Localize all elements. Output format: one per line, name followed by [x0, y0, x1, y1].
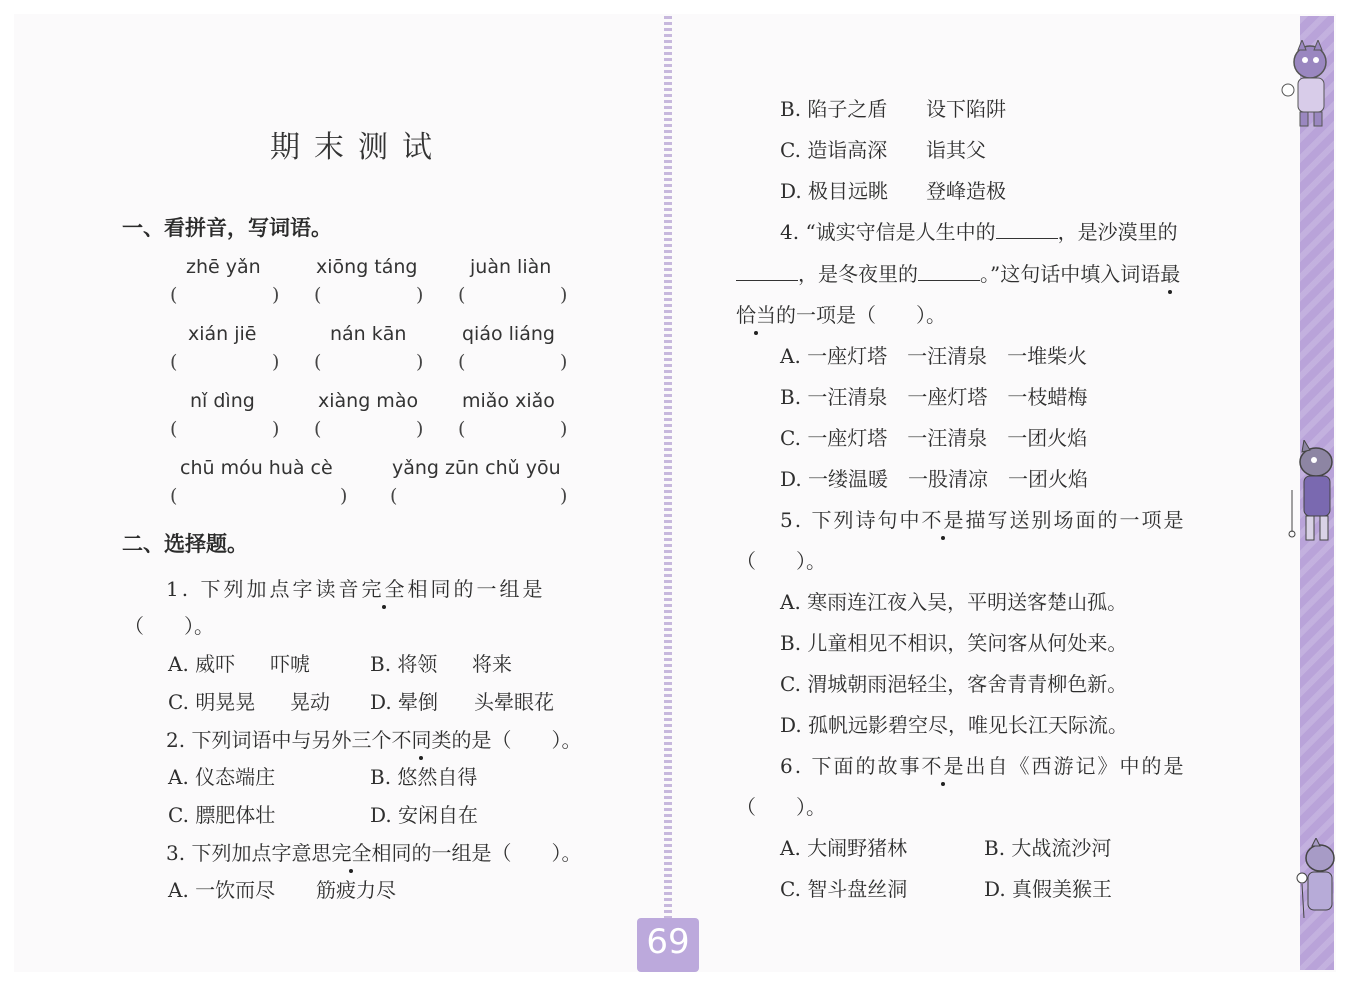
fox-mascot-icon: [1290, 838, 1338, 934]
section2-heading: 二、选择题。: [122, 532, 248, 556]
q5-option-c: C. 渭城朝雨浥轻尘，客舍青青柳色新。: [780, 672, 1128, 696]
pinyin-1: zhē yǎn: [186, 256, 261, 278]
fill-blank-1[interactable]: [996, 220, 1058, 239]
q1-option-c: C. 明晃晃: [168, 690, 256, 714]
q6-option-c: C. 智斗盘丝洞: [780, 877, 908, 901]
pinyin-3: juàn liàn: [470, 256, 552, 278]
q3-option-a-b: 筋疲力尽: [316, 878, 396, 902]
wolf-mascot-icon: [1284, 440, 1338, 550]
question-1-stem: 1. 下列加点字读音完全相同的一组是: [166, 573, 545, 602]
q4-option-b: B. 一汪清泉 一座灯塔 一枝蜡梅: [780, 385, 1088, 409]
fill-blank-2[interactable]: [736, 262, 798, 281]
q3-option-c-b: 诣其父: [926, 138, 986, 162]
q1-option-d: D. 晕倒: [370, 690, 439, 714]
question-6-answer-paren: （ ）。: [736, 795, 826, 819]
q1-option-a-b: 吓唬: [270, 652, 310, 676]
pinyin-6: qiáo liáng: [462, 323, 555, 345]
question-4-line2: ，是冬夜里的 。”这句话中填入词语最: [736, 258, 1180, 287]
q3-option-d: D. 极目远眺: [780, 179, 889, 203]
q6-option-a: A. 大闹野猪林: [780, 836, 908, 860]
page-title: 期末测试: [270, 130, 446, 165]
question-5-stem: 5. 下列诗句中不是描写送别场面的一项是: [780, 504, 1185, 533]
q4-option-c: C. 一座灯塔 一汪清泉 一团火焰: [780, 426, 1088, 450]
q3-option-b-b: 设下陷阱: [926, 97, 1006, 121]
q1-option-c-b: 晃动: [290, 690, 330, 714]
pinyin-7: nǐ dìng: [190, 390, 255, 412]
page-number: 69: [646, 922, 690, 962]
q2-option-b: B. 悠然自得: [370, 765, 478, 789]
question-3-stem: 3. 下列加点字意思完全相同的一组是（ ）。: [166, 837, 581, 866]
q6-option-d: D. 真假美猴王: [984, 877, 1113, 901]
question-6-stem: 6. 下面的故事不是出自《西游记》中的是: [780, 750, 1185, 779]
q2-option-a: A. 仪态端庄: [168, 765, 276, 789]
pinyin-11: yǎng zūn chǔ yōu: [392, 457, 561, 479]
pinyin-9: miǎo xiǎo: [462, 390, 555, 412]
question-1-answer-paren: （ ）。: [124, 614, 214, 638]
section1-heading: 一、看拼音，写词语。: [122, 216, 332, 240]
pinyin-10: chū móu huà cè: [180, 457, 333, 479]
q3-option-a: A. 一饮而尽: [168, 878, 276, 902]
q5-option-d: D. 孤帆远影碧空尽，唯见长江天际流。: [780, 713, 1129, 737]
cat-mascot-icon: [1278, 40, 1338, 130]
workbook-page: [14, 14, 1336, 972]
question-4-line1: 4. “诚实守信是人生中的 ，是沙漠里的: [780, 220, 1178, 244]
pinyin-4: xián jiē: [188, 323, 257, 345]
q3-option-d-b: 登峰造极: [926, 179, 1006, 203]
q3-option-c: C. 造诣高深: [780, 138, 888, 162]
question-2-stem: 2. 下列词语中与另外三个不同类的是（ ）。: [166, 724, 581, 753]
pinyin-2: xiōng táng: [316, 256, 418, 278]
q1-option-a: A. 威吓: [168, 652, 236, 676]
q5-option-b: B. 儿童相见不相识，笑问客从何处来。: [780, 631, 1128, 655]
q4-option-d: D. 一缕温暖 一股清凉 一团火焰: [780, 467, 1089, 491]
q2-option-d: D. 安闲自在: [370, 803, 479, 827]
q5-option-a: A. 寒雨连江夜入吴，平明送客楚山孤。: [780, 590, 1128, 614]
fill-blank-3[interactable]: [918, 262, 980, 281]
q6-option-b: B. 大战流沙河: [984, 836, 1112, 860]
q1-option-b-b: 将来: [472, 652, 512, 676]
q1-option-b: B. 将领: [370, 652, 438, 676]
pinyin-5: nán kān: [330, 323, 407, 345]
page-fold-divider: [664, 16, 672, 971]
q2-option-c: C. 膘肥体壮: [168, 803, 276, 827]
pinyin-8: xiàng mào: [318, 390, 419, 412]
question-4-line3: 恰当的一项是（ ）。: [736, 299, 946, 328]
q4-option-a: A. 一座灯塔 一汪清泉 一堆柴火: [780, 344, 1088, 368]
q3-option-b: B. 陷子之盾: [780, 97, 888, 121]
q1-option-d-b: 头晕眼花: [474, 690, 554, 714]
question-5-answer-paren: （ ）。: [736, 549, 826, 573]
